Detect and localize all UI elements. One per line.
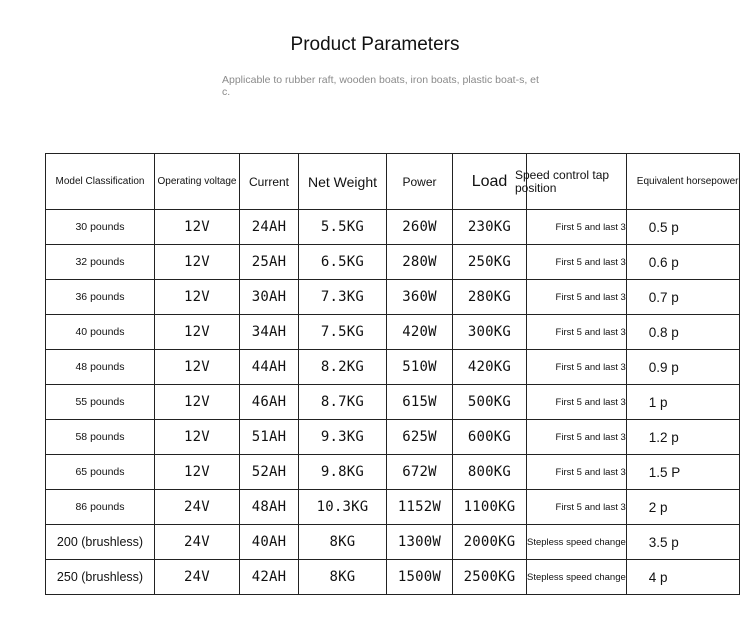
cell-model: 48 pounds (46, 350, 155, 385)
cell-speed-control: Stepless speed change (527, 560, 627, 595)
cell-horsepower: 1 p (626, 385, 739, 420)
cell-voltage: 12V (155, 455, 240, 490)
cell-current: 34AH (240, 315, 299, 350)
cell-speed-control: First 5 and last 3 (527, 245, 627, 280)
cell-speed-control: First 5 and last 3 (527, 490, 627, 525)
cell-current: 52AH (240, 455, 299, 490)
cell-current: 25AH (240, 245, 299, 280)
cell-current: 46AH (240, 385, 299, 420)
cell-current: 51AH (240, 420, 299, 455)
table-row (46, 525, 740, 560)
cell-net-weight: 6.5KG (299, 245, 387, 280)
cell-horsepower: 0.5 p (626, 210, 739, 245)
cell-current: 24AH (240, 210, 299, 245)
cell-power: 260W (387, 210, 453, 245)
cell-horsepower: 0.6 p (626, 245, 739, 280)
cell-voltage: 24V (155, 560, 240, 595)
cell-model: 32 pounds (46, 245, 155, 280)
cell-model: 86 pounds (46, 490, 155, 525)
cell-speed-control: First 5 and last 3 (527, 210, 627, 245)
cell-power: 280W (387, 245, 453, 280)
table-row (46, 560, 740, 595)
page-title: Product Parameters (290, 34, 460, 55)
cell-net-weight: 10.3KG (299, 490, 387, 525)
cell-net-weight: 8KG (299, 560, 387, 595)
cell-speed-control: First 5 and last 3 (527, 420, 627, 455)
cell-power: 360W (387, 280, 453, 315)
cell-horsepower: 0.7 p (626, 280, 739, 315)
table-row (46, 245, 740, 280)
cell-speed-control: First 5 and last 3 (527, 455, 627, 490)
cell-power: 1500W (387, 560, 453, 595)
cell-load: 280KG (453, 280, 527, 315)
cell-model: 65 pounds (46, 455, 155, 490)
cell-load: 300KG (453, 315, 527, 350)
header-speed-control (515, 154, 627, 210)
cell-model: 200 (brushless) (46, 525, 155, 560)
cell-speed-control: Stepless speed change (527, 525, 627, 560)
cell-load: 600KG (453, 420, 527, 455)
cell-current: 40AH (240, 525, 299, 560)
table-row (46, 350, 740, 385)
cell-voltage: 24V (155, 490, 240, 525)
cell-voltage: 12V (155, 245, 240, 280)
cell-voltage: 24V (155, 525, 240, 560)
cell-model: 58 pounds (46, 420, 155, 455)
cell-power: 615W (387, 385, 453, 420)
cell-current: 42AH (240, 560, 299, 595)
cell-net-weight: 5.5KG (299, 210, 387, 245)
cell-load: 1100KG (453, 490, 527, 525)
cell-power: 510W (387, 350, 453, 385)
cell-load: 2000KG (453, 525, 527, 560)
cell-net-weight: 9.8KG (299, 455, 387, 490)
cell-speed-control: First 5 and last 3 (527, 385, 627, 420)
cell-horsepower: 2 p (626, 490, 739, 525)
table-row (46, 210, 740, 245)
cell-net-weight: 7.5KG (299, 315, 387, 350)
page-subtitle: Applicable to rubber raft, wooden boats, iron boats, plastic boat-s, etc. (222, 74, 539, 98)
header-equivalent-horsepower: Equivalent horsepower (626, 154, 739, 210)
table-row (46, 490, 740, 525)
cell-load: 2500KG (453, 560, 527, 595)
cell-net-weight: 7.3KG (299, 280, 387, 315)
cell-power: 1152W (387, 490, 453, 525)
cell-model: 40 pounds (46, 315, 155, 350)
cell-power: 625W (387, 420, 453, 455)
cell-load: 250KG (453, 245, 527, 280)
cell-model: 55 pounds (46, 385, 155, 420)
cell-model: 36 pounds (46, 280, 155, 315)
cell-model: 30 pounds (46, 210, 155, 245)
cell-voltage: 12V (155, 385, 240, 420)
cell-net-weight: 8.2KG (299, 350, 387, 385)
cell-model: 250 (brushless) (46, 560, 155, 595)
cell-horsepower: 1.2 p (626, 420, 739, 455)
cell-net-weight: 8KG (299, 525, 387, 560)
cell-horsepower: 4 p (626, 560, 739, 595)
cell-current: 48AH (240, 490, 299, 525)
cell-current: 44AH (240, 350, 299, 385)
header-operating-voltage: Operating voltage (155, 154, 240, 210)
parameters-table (45, 153, 740, 595)
table-header-row (46, 154, 740, 210)
cell-voltage: 12V (155, 350, 240, 385)
table-row (46, 455, 740, 490)
header-current: Current (240, 154, 299, 210)
header-net-weight: Net Weight (299, 154, 387, 210)
table-row (46, 420, 740, 455)
table-row (46, 385, 740, 420)
cell-voltage: 12V (155, 420, 240, 455)
cell-net-weight: 9.3KG (299, 420, 387, 455)
cell-power: 672W (387, 455, 453, 490)
header-power: Power (387, 154, 453, 210)
cell-horsepower: 0.8 p (626, 315, 739, 350)
cell-load: 500KG (453, 385, 527, 420)
table-row (46, 280, 740, 315)
cell-voltage: 12V (155, 210, 240, 245)
cell-current: 30AH (240, 280, 299, 315)
cell-power: 420W (387, 315, 453, 350)
cell-speed-control: First 5 and last 3 (527, 315, 627, 350)
cell-horsepower: 0.9 p (626, 350, 739, 385)
cell-speed-control: First 5 and last 3 (527, 350, 627, 385)
header-speed-control-label: Speed control tap position (515, 167, 610, 195)
header-model-classification: Model Classification (46, 154, 155, 210)
table-row (46, 315, 740, 350)
cell-voltage: 12V (155, 315, 240, 350)
cell-net-weight: 8.7KG (299, 385, 387, 420)
cell-speed-control: First 5 and last 3 (527, 280, 627, 315)
cell-horsepower: 1.5 P (626, 455, 739, 490)
cell-load: 420KG (453, 350, 527, 385)
header-load: Load (453, 154, 527, 210)
cell-load: 800KG (453, 455, 527, 490)
cell-voltage: 12V (155, 280, 240, 315)
cell-horsepower: 3.5 p (626, 525, 739, 560)
cell-load: 230KG (453, 210, 527, 245)
cell-power: 1300W (387, 525, 453, 560)
